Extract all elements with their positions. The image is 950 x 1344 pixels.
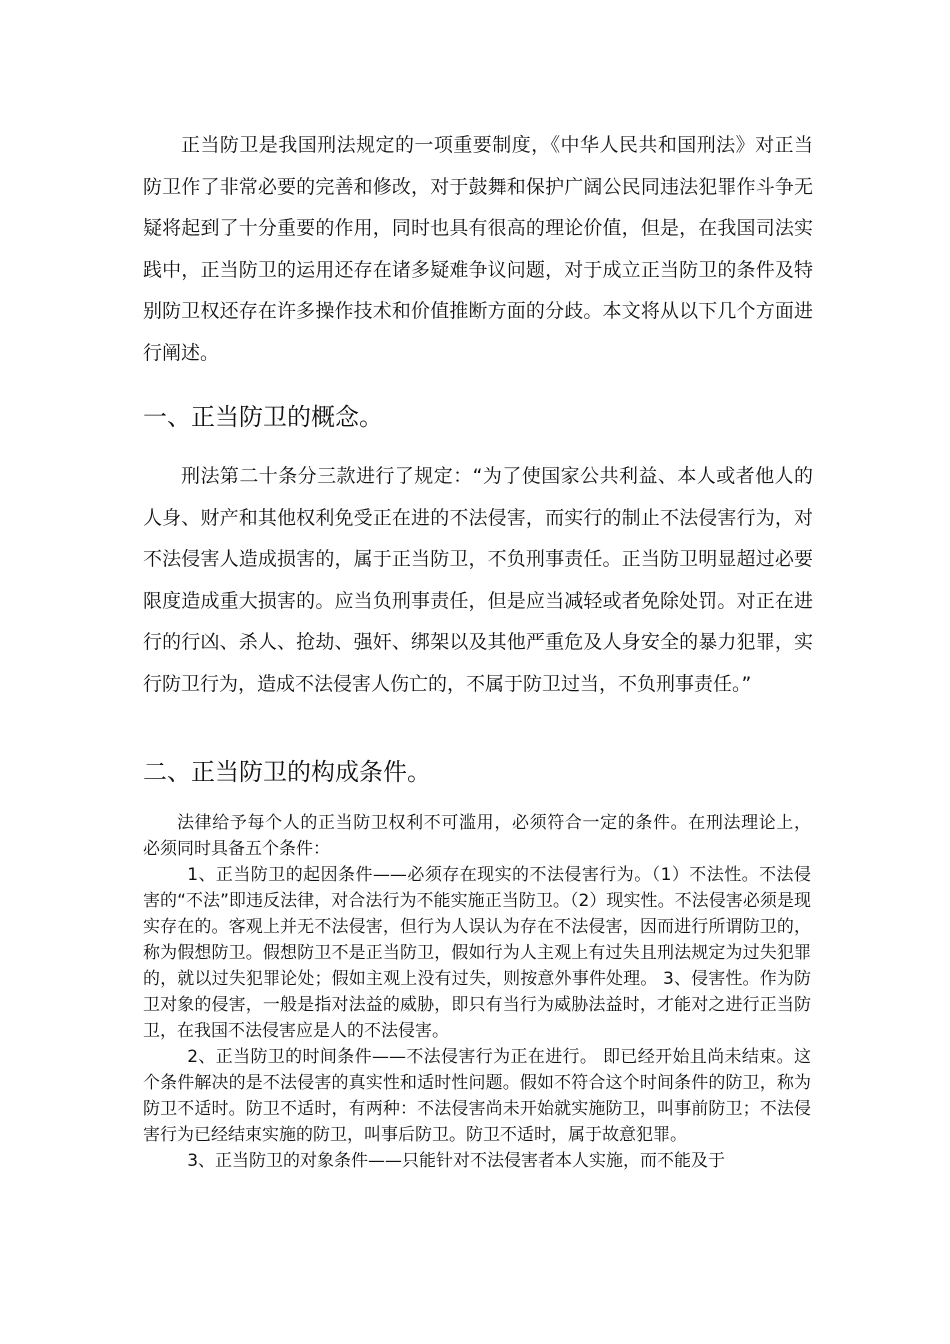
concept-section — [143, 456, 813, 705]
section-heading-concept: 一、正当防卫的概念。 — [143, 403, 383, 431]
intro-paragraph: 正当防卫是我国刑法规定的一项重要制度，《中华人民共和国刑法》对正当防卫作了非常必要的完善和修改，对于鼓舞和保护广阔公民同违法犯罪作斗争无疑将起到了十分重要的作用，同时也具有很高的理论价值，但是，在我国司法实践中，正当防卫的运用还存在诸多疑难争议问题，对于成立正当防卫的条件及特别防卫权还存在许多操作技术和价值推断方面的分歧。本文将从以下几个方面进行阐述。 — [143, 134, 813, 364]
condition-item-time: 2、正当防卫的时间条件——不法侵害行为正在进行。 即已经开始且尚未结束。这个条件解决的是不法侵害的真实性和适时性问题。假如不符合这个时间条件的防卫，称为防卫不适时。防卫不适时，有两种：不法侵害尚未开始就实施防卫，叫事前防卫；不法侵害行为已经结束实施的防卫，叫事后防卫。防卫不适时，属于故意犯罪。 — [143, 1047, 811, 1145]
conditions-intro-paragraph: 法律给予每个人的正当防卫权利不可滥用，必须符合一定的条件。在刑法理论上， 必须同时具备五个条件： — [143, 813, 811, 859]
condition-item-cause: 1、正当防卫的起因条件——必须存在现实的不法侵害行为。（1）不法性。不法侵害的“不法”即违反法律，对合法行为不能实施正当防卫。（2）现实性。不法侵害必须是现实存在的。客观上并无不法侵害，但行为人误认为存在不法侵害，因而进行所谓防卫的，称为假想防卫。假想防卫不是正当防卫，假如行为人主观上有过失且刑法规定为过失犯罪的，就以过失犯罪论处；假如主观上没有过失，则按意外事件处理。 3、侵害性。作为防卫对象的侵害，一般是指对法益的威胁，即只有当行为威胁法益时，才能对之进行正当防卫，在我国不法侵害应是人的不法侵害。 — [143, 865, 811, 1041]
concept-paragraph: 刑法第二十条分三款进行了规定：“为了使国家公共利益、本人或者他人的人身、财产和其他权利免受正在进的不法侵害，而实行的制止不法侵害行为，对不法侵害人造成损害的，属于正当防卫，不负刑事责任。正当防卫明显超过必要限度造成重大损害的。应当负刑事责任，但是应当减轻或者免除处罚。对正在进行的行凶、杀人、抢劫、强奸、绑架以及其他严重危及人身安全的暴力犯罪，实行防卫行为，造成不法侵害人伤亡的，不属于防卫过当，不负刑事责任。” — [143, 465, 813, 695]
section-heading-conditions: 二、正当防卫的构成条件。 — [143, 758, 431, 786]
intro-section — [143, 125, 813, 374]
condition-item-object: 3、正当防卫的对象条件——只能针对不法侵害者本人实施，而不能及于 — [187, 1151, 726, 1171]
conditions-section — [143, 810, 811, 1174]
